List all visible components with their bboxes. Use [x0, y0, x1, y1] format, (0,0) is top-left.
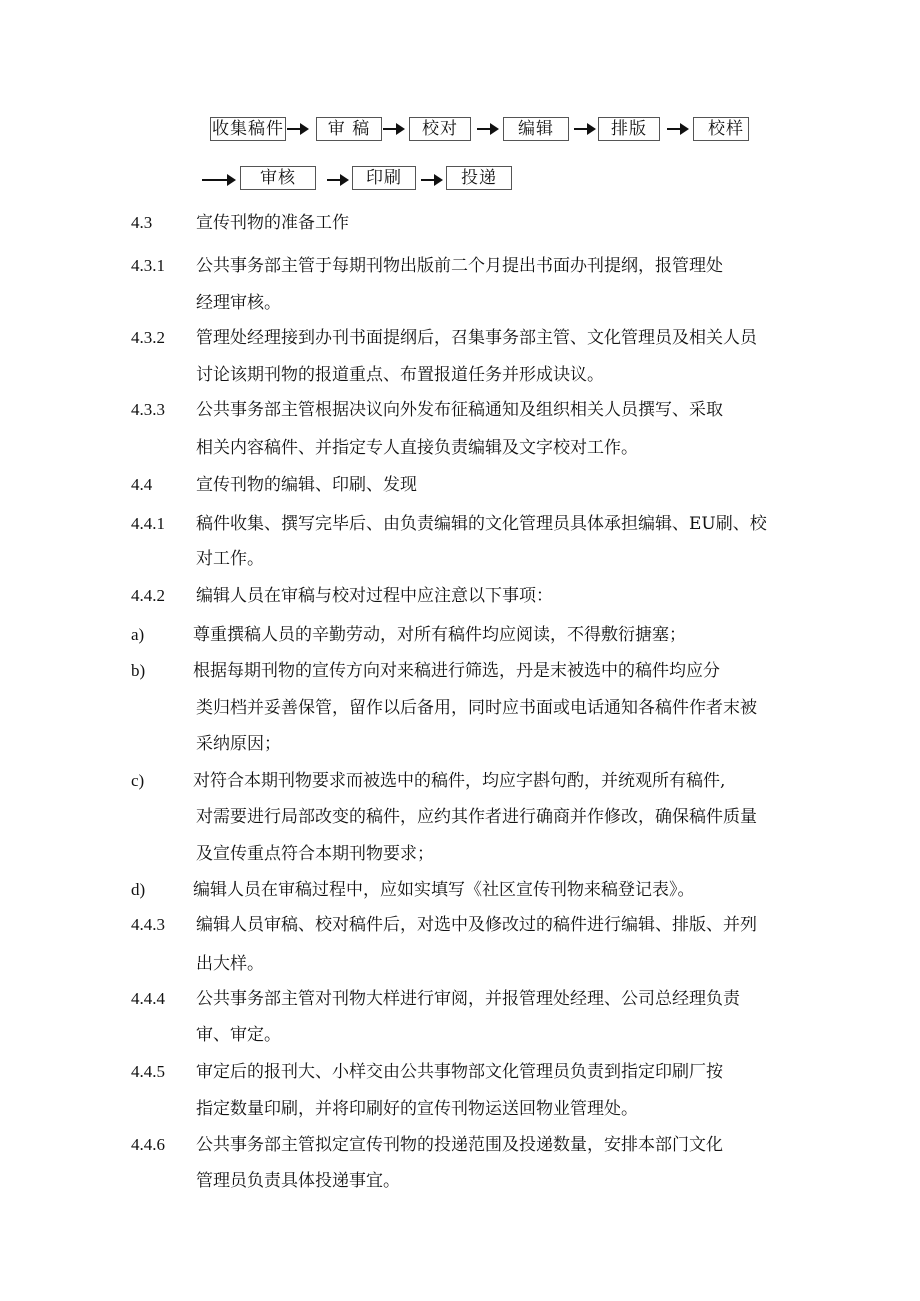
section-text: 宣传刊物的准备工作 — [196, 213, 349, 233]
flow-step-collect: 收集稿件 — [212, 119, 284, 139]
section-number: 4.4.6 — [131, 1135, 165, 1154]
section-text: 宣传刊物的编辑、印刷、发现 — [196, 475, 417, 495]
section-number: 4.4.1 — [131, 514, 165, 533]
section-text: 编辑人员在审稿与校对过程中应注意以下事项： — [196, 586, 553, 606]
flow-arrow — [574, 128, 594, 130]
section-number: 4.4.3 — [131, 915, 165, 934]
flow-step-print: 印刷 — [352, 166, 416, 190]
item-text: 对符合本期刊物要求而被选中的稿件，均应字斟句酌，并统观所有稿件, — [193, 771, 726, 791]
item-text: 采纳原因； — [196, 734, 281, 754]
flow-arrow — [327, 179, 347, 181]
section-number: 4.4 — [131, 475, 153, 494]
section-text: 编辑人员审稿、校对稿件后，对选中及修改过的稿件进行编辑、排版、并列 — [196, 915, 757, 935]
item-text: 及宣传重点符合本期刊物要求； — [196, 844, 434, 864]
flow-arrow — [477, 128, 497, 130]
flow-arrow — [667, 128, 687, 130]
flow-step-proofread: 校对 — [409, 117, 471, 141]
item-text: 根据每期刊物的宣传方向对来稿进行筛选，丹是末被选中的稿件均应分 — [193, 661, 720, 681]
section-number: 4.4.2 — [131, 586, 165, 605]
section-text: 指定数量印刷，并将印刷好的宣传刊物运送回物业管理处。 — [196, 1099, 638, 1119]
item-text: 类归档并妥善保管，留作以后备用，同时应书面或电话通知各稿件作者末被 — [196, 698, 757, 718]
section-text: 讨论该期刊物的报道重点、布置报道任务并形成诀议。 — [196, 365, 604, 385]
flow-arrow — [383, 128, 403, 130]
item-label: c) — [131, 771, 145, 790]
section-number: 4.4.4 — [131, 989, 165, 1008]
section-text: 公共事务部主管根据决议向外发布征稿通知及组织相关人员撰写、采取 — [196, 400, 723, 420]
flow-arrow — [202, 179, 234, 181]
item-text: 编辑人员在审稿过程中，应如实填写《社区宣传刊物来稿登记表》。 — [193, 880, 695, 900]
section-text: 管理员负责具体投递事宜。 — [196, 1171, 400, 1191]
flow-step-edit: 编辑 — [503, 117, 569, 141]
section-number: 4.3.1 — [131, 256, 165, 275]
section-text: 公共事务部主管拟定宣传刊物的投递范围及投递数量，安排本部门文化 — [196, 1135, 723, 1155]
section-text: 对工作。 — [196, 549, 264, 569]
section-text: 经理审核。 — [196, 293, 281, 313]
section-number: 4.4.5 — [131, 1062, 165, 1081]
flow-arrow — [287, 128, 307, 130]
item-text: 对需要进行局部改变的稿件，应约其作者进行确商并作修改，确保稿件质量 — [196, 807, 757, 827]
item-label: a) — [131, 625, 145, 644]
item-label: d) — [131, 880, 146, 899]
section-number: 4.3.2 — [131, 328, 165, 347]
section-number: 4.3.3 — [131, 400, 165, 419]
section-text: 管理处经理接到办刊书面提纲后，召集事务部主管、文化管理员及相关人员 — [196, 328, 757, 348]
flow-step-layout: 排版 — [598, 117, 660, 141]
flow-step-review: 审 稿 — [316, 117, 382, 141]
section-number: 4.3 — [131, 213, 153, 232]
flow-step-audit: 审核 — [240, 166, 316, 190]
flow-step-deliver: 投递 — [446, 166, 512, 190]
section-text: 稿件收集、撰写完毕后、由负责编辑的文化管理员具体承担编辑、EU刷、校 — [196, 514, 767, 534]
section-text: 公共事务部主管对刊物大样进行审阅，并报管理处经理、公司总经理负责 — [196, 989, 740, 1009]
section-text: 公共事务部主管于每期刊物出版前二个月提出书面办刊提纲，报管理处 — [196, 256, 723, 276]
section-text: 相关内容稿件、并指定专人直接负责编辑及文字校对工作。 — [196, 438, 638, 458]
section-text: 审、审定。 — [196, 1025, 281, 1045]
flow-step-proof-sample: 校样 — [693, 117, 749, 141]
item-label: b) — [131, 661, 146, 680]
item-text: 尊重撰稿人员的辛勤劳动，对所有稿件均应阅读，不得敷衍搪塞； — [193, 625, 686, 645]
section-text: 审定后的报刊大、小样交由公共事物部文化管理员负责到指定印刷厂按 — [196, 1062, 723, 1082]
section-text: 出大样。 — [196, 954, 264, 974]
flow-arrow — [421, 179, 441, 181]
